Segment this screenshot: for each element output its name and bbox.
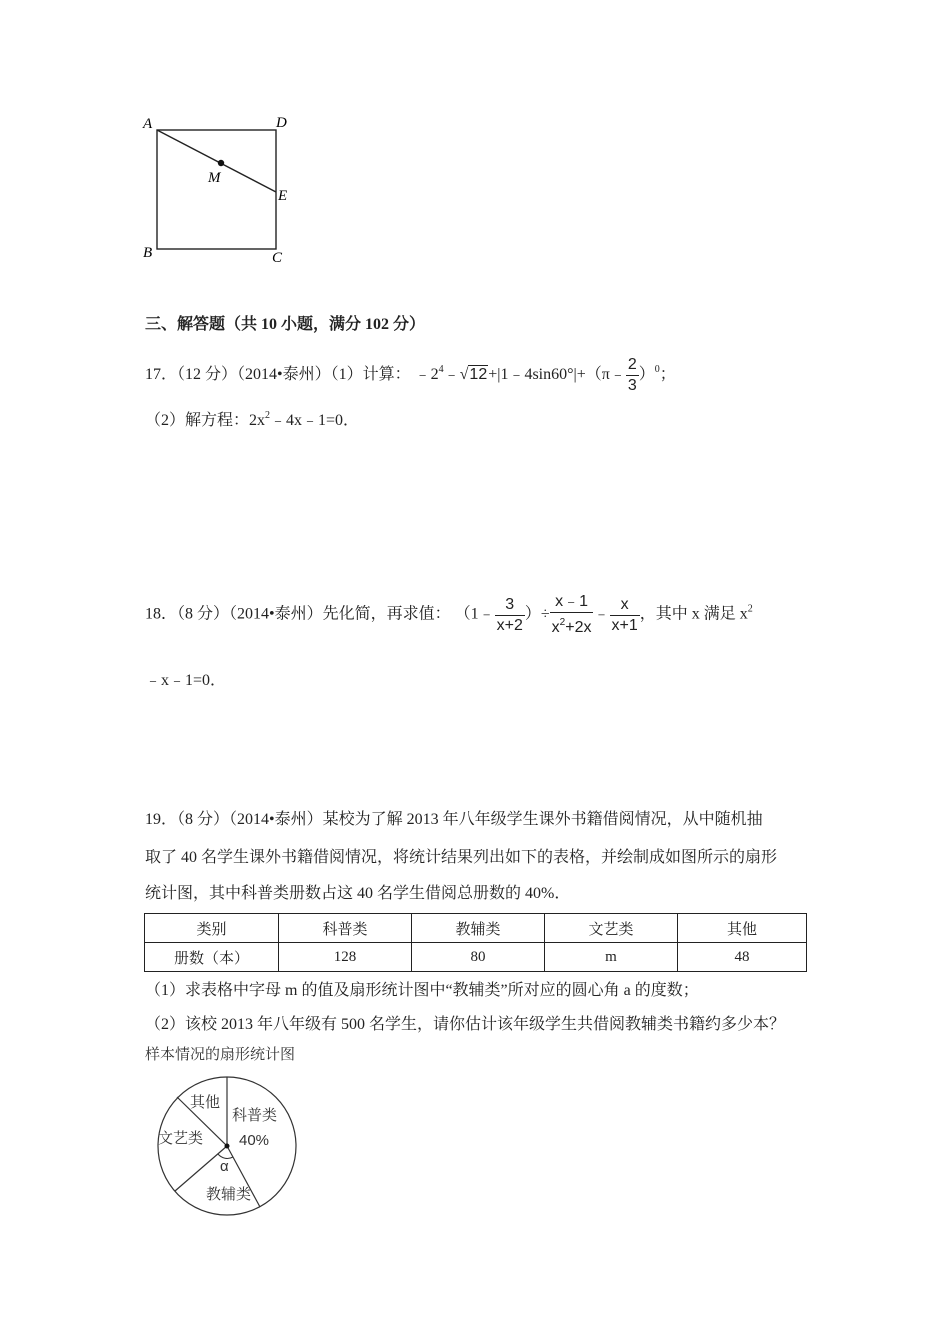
q18-f2-den-a: x: [551, 619, 560, 636]
label-b: B: [143, 245, 153, 261]
q18-open: （1﹣: [454, 605, 495, 623]
table-cell: 文艺类: [545, 914, 678, 943]
q17-end: ；: [659, 366, 676, 384]
q17-sqrt-arg: 12: [469, 366, 488, 384]
q17-frac-num: 2: [626, 355, 639, 376]
q17-minus: ﹣: [443, 366, 460, 384]
q17-fraction: [626, 355, 639, 396]
q17-prefix: 17．（12 分）（2014•泰州）（1）计算：: [145, 366, 411, 384]
q18-f2-den-b: +2x: [565, 619, 592, 636]
sqrt-symbol: √: [459, 366, 469, 384]
q18-f2-den-exp: 2: [559, 617, 566, 628]
table-cell: 其他: [678, 914, 807, 943]
q17-expr-b: +|1﹣4sin60°|+（π﹣: [488, 366, 626, 384]
q18-f2-num: x﹣1: [550, 592, 594, 613]
point-m: [218, 160, 224, 166]
q17-expr-a: ﹣2: [414, 366, 439, 384]
q19-part2: （2）该校 2013 年八年级有 500 名学生，请你估计该年级学生共借阅教辅类书籍约多少本？: [145, 1016, 786, 1033]
pie-label-alpha: α: [220, 1158, 229, 1175]
table-cell: 80: [412, 943, 545, 972]
table-row: [145, 943, 807, 972]
q18-prefix: 18．（8 分）（2014•泰州）先化简，再求值：: [145, 605, 451, 623]
pie-label-jiaofu: 教辅类: [206, 1186, 252, 1203]
q19-line3: 统计图，其中科普类册数占这 40 名学生借阅总册数的 40%．: [145, 885, 571, 902]
table-cell: 册数（本）: [145, 943, 279, 972]
pie-label-kepu-pct: 40%: [239, 1132, 270, 1149]
label-a: A: [143, 116, 153, 132]
q18-f3-den: x+1: [611, 616, 638, 634]
table-cell: 科普类: [279, 914, 412, 943]
q17-part2-rest: ﹣4x﹣1=0．: [270, 412, 360, 429]
q18-line2: ﹣x﹣1=0．: [145, 672, 227, 689]
q18-line1: [145, 592, 753, 638]
pie-label-qita: 其他: [190, 1094, 221, 1111]
label-e: E: [278, 188, 288, 204]
q18-f1-den: x+2: [496, 616, 523, 634]
q17-expr-c: ）: [638, 366, 655, 384]
q18-f3-num: x: [610, 595, 640, 616]
table-header-row: [145, 914, 807, 943]
q17-exp0: 0: [654, 364, 660, 376]
q17-exp4: 4: [438, 364, 444, 376]
label-c: C: [272, 250, 283, 266]
section-title: 三、解答题（共 10 小题，满分 102 分）: [145, 316, 426, 333]
label-m: M: [208, 170, 221, 186]
table-cell: 教辅类: [412, 914, 545, 943]
q19-part1: （1）求表格中字母 m 的值及扇形统计图中“教辅类”所对应的圆心角 a 的度数；: [145, 982, 699, 999]
table-cell: 128: [279, 943, 412, 972]
q18-minus: ﹣: [593, 605, 610, 623]
q18-f2-den: [550, 613, 594, 638]
square-abcd: [157, 130, 276, 249]
pie-center: [225, 1144, 230, 1149]
table-cell: 48: [678, 943, 807, 972]
table-cell: m: [545, 943, 678, 972]
square-figure: [135, 110, 295, 270]
q18-f1-num: 3: [495, 595, 525, 616]
q19-line2: 取了 40 名学生课外书籍借阅情况，将统计结果列出如下的表格，并绘制成如图所示的扇形: [145, 849, 778, 866]
q19-table: [144, 913, 807, 972]
q17-line1: [145, 355, 676, 396]
q18-frac1: [495, 595, 525, 636]
q18-frac2: [550, 592, 594, 638]
label-d: D: [276, 115, 287, 131]
pie-chart-title: 样本情况的扇形统计图: [145, 1046, 296, 1063]
q17-line2: [145, 407, 359, 430]
table-cell: 类别: [145, 914, 279, 943]
q19-line1: 19．（8 分）（2014•泰州）某校为了解 2013 年八年级学生课外书籍借阅情况，从中随机抽: [145, 811, 763, 828]
q17-exp2: 2: [265, 410, 271, 421]
q18-frac3: [610, 595, 640, 636]
q18-tail: ，其中 x 满足 x: [639, 605, 748, 623]
q18-tail-exp: 2: [747, 603, 753, 615]
pie-label-wenyi: 文艺类: [158, 1130, 204, 1147]
pie-label-kepu: 科普类: [232, 1107, 278, 1124]
pie-chart: [150, 1072, 305, 1222]
q17-part2-prefix: （2）解方程：2x: [145, 412, 266, 429]
q18-close-div: ）÷: [524, 605, 550, 623]
q17-frac-den: 3: [627, 377, 637, 394]
